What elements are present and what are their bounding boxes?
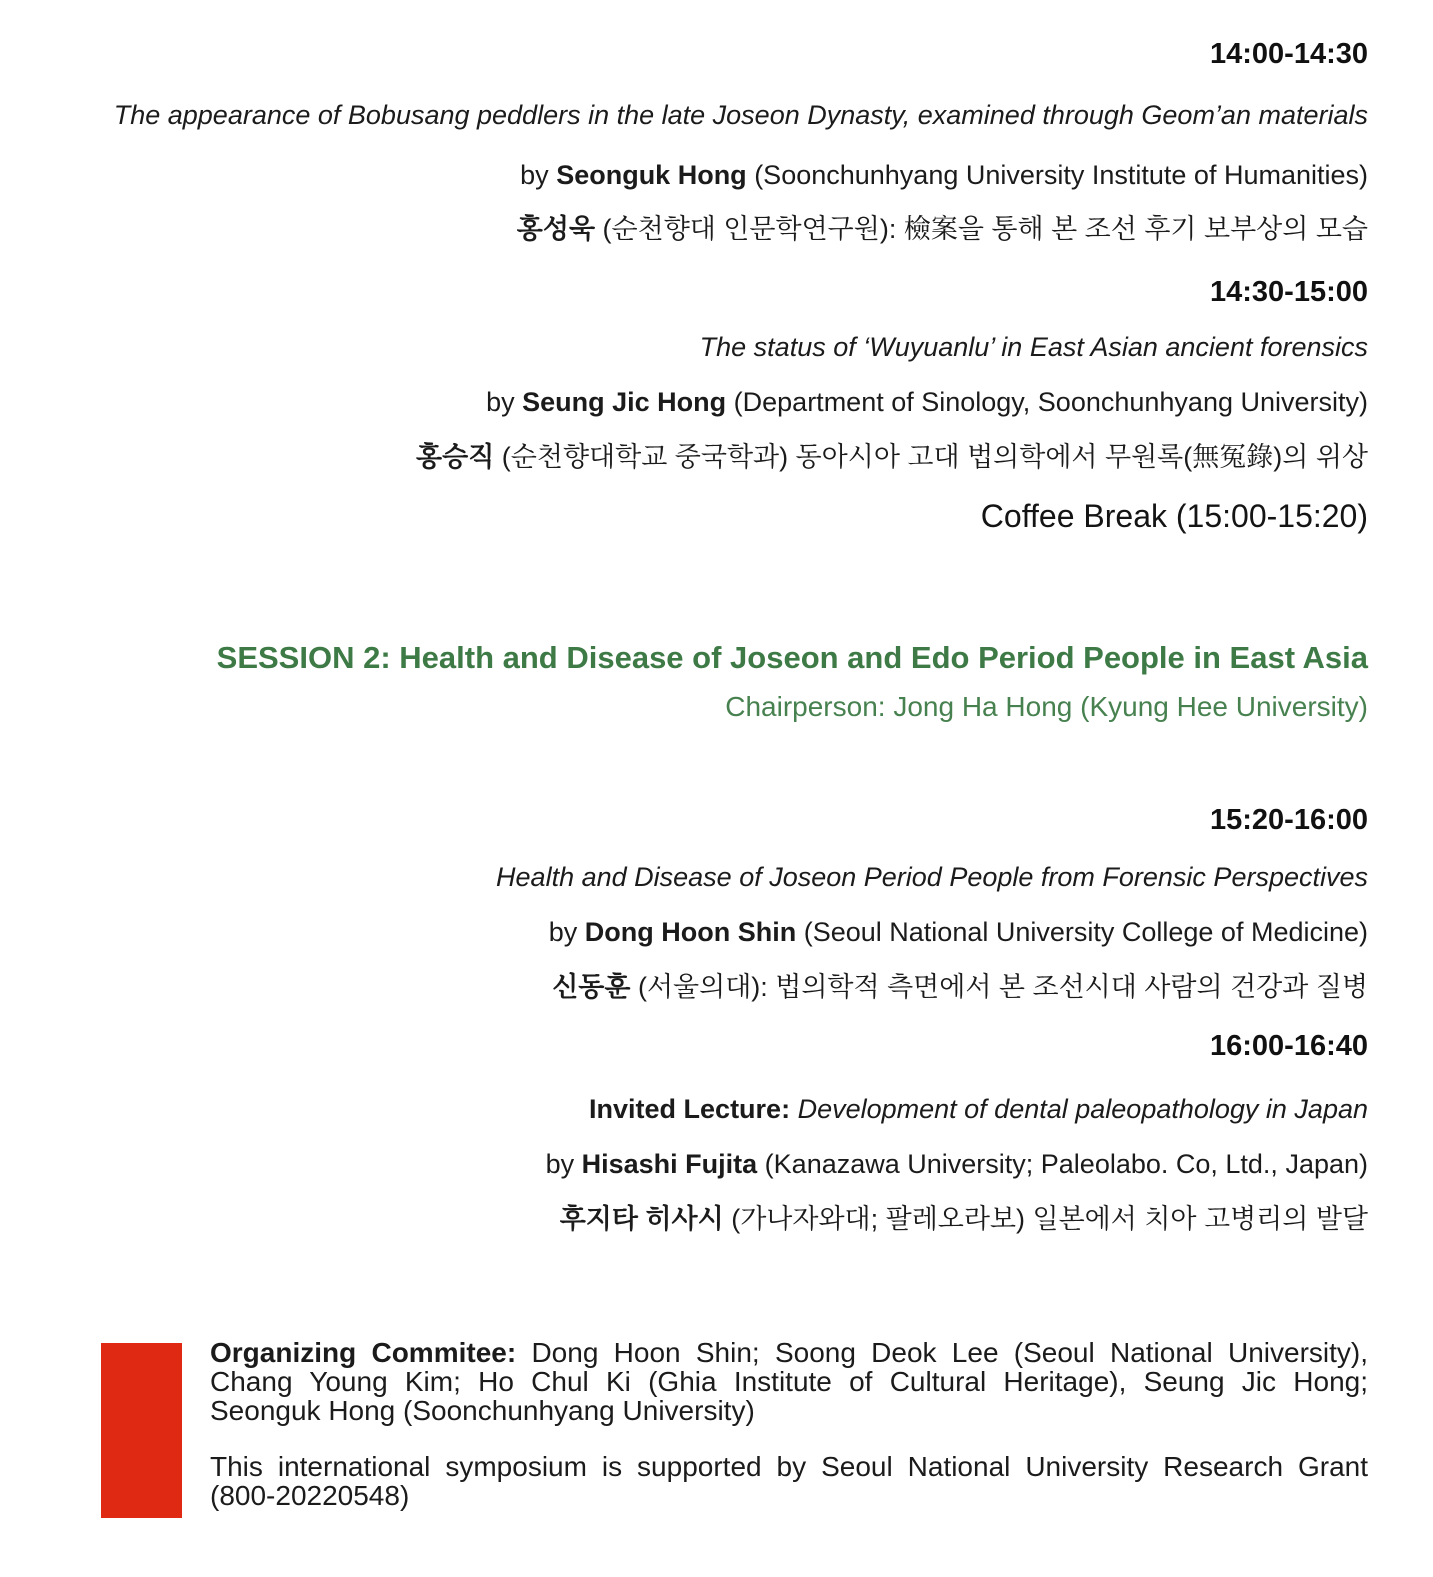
speaker-name: Seonguk Hong bbox=[556, 160, 747, 190]
committee-line: Seonguk Hong (Soonchunhyang University) bbox=[210, 1395, 755, 1426]
talk-time: 16:00-16:40 bbox=[1210, 1030, 1368, 1062]
talk-korean-line bbox=[517, 216, 1368, 243]
speaker-name: Dong Hoon Shin bbox=[584, 917, 797, 947]
by-label: by bbox=[486, 387, 523, 417]
korean-title: (순천향대학교 중국학과) 동아시아 고대 법의학에서 무원록(無冤錄)의 위상 bbox=[494, 442, 1368, 472]
talk-title: Health and Disease of Joseon Period People from Forensic Perspectives bbox=[496, 862, 1368, 892]
by-label: by bbox=[520, 160, 557, 190]
committee-members: Dong Hoon Shin; Soong Deok Lee (Seoul National University), bbox=[531, 1337, 1368, 1368]
grant-line: (800-20220548) bbox=[210, 1480, 410, 1511]
committee-label: Organizing Commitee: bbox=[210, 1337, 532, 1368]
by-label: by bbox=[548, 917, 585, 947]
committee-line bbox=[210, 1338, 1368, 1367]
korean-speaker-name: 신동훈 bbox=[552, 972, 631, 1002]
talk-time: 14:00-14:30 bbox=[1210, 38, 1368, 70]
talk-time: 15:20-16:00 bbox=[1210, 804, 1368, 836]
korean-speaker-name: 홍승직 bbox=[416, 442, 495, 472]
invited-lecture-label: Invited Lecture: bbox=[589, 1094, 798, 1124]
speaker-affiliation: (Department of Sinology, Soonchunhyang University) bbox=[726, 387, 1368, 417]
korean-title: (서울의대): 법의학적 측면에서 본 조선시대 사람의 건강과 질병 bbox=[630, 972, 1368, 1002]
speaker-affiliation: (Kanazawa University; Paleolabo. Co, Ltd., Japan) bbox=[757, 1149, 1368, 1179]
by-label: by bbox=[545, 1149, 582, 1179]
speaker-name: Seung Jic Hong bbox=[522, 387, 727, 417]
talk-title bbox=[589, 1096, 1368, 1123]
talk-speaker-line bbox=[520, 162, 1368, 189]
speaker-affiliation: (Soonchunhyang University Institute of Humanities) bbox=[746, 160, 1368, 190]
talk-korean-line bbox=[416, 444, 1368, 471]
korean-speaker-name: 후지타 히사시 bbox=[559, 1204, 724, 1234]
korean-speaker-name: 홍성욱 bbox=[516, 214, 596, 244]
talk-title: The appearance of Bobusang peddlers in the late Joseon Dynasty, examined through Geom’an materials bbox=[113, 100, 1368, 130]
chairperson-line: Chairperson: Jong Ha Hong (Kyung Hee University) bbox=[725, 691, 1368, 722]
grant-line: This international symposium is supported by Seoul National University Research Grant bbox=[210, 1451, 1368, 1482]
coffee-break-label: Coffee Break (15:00-15:20) bbox=[980, 498, 1368, 534]
talk-speaker-line bbox=[549, 919, 1368, 946]
talk-time: 14:30-15:00 bbox=[1210, 276, 1368, 308]
korean-title: (가나자와대; 팔레오라보) 일본에서 치아 고병리의 발달 bbox=[723, 1204, 1368, 1234]
session-header: SESSION 2: Health and Disease of Joseon and Edo Period People in East Asia bbox=[216, 640, 1368, 675]
speaker-name: Hisashi Fujita bbox=[581, 1149, 758, 1179]
talk-korean-line bbox=[560, 1206, 1368, 1233]
speaker-affiliation: (Seoul National University College of Medicine) bbox=[796, 917, 1368, 947]
talk-speaker-line bbox=[486, 389, 1368, 416]
talk-title: The status of ‘Wuyuanlu’ in East Asian ancient forensics bbox=[699, 332, 1368, 362]
committee-line: Chang Young Kim; Ho Chul Ki (Ghia Institute of Cultural Heritage), Seung Jic Hong; bbox=[210, 1366, 1368, 1397]
korean-title: (순천향대 인문학연구원): 檢案을 통해 본 조선 후기 보부상의 모습 bbox=[595, 214, 1368, 244]
red-accent-bar bbox=[101, 1343, 182, 1518]
grant-paragraph bbox=[210, 1452, 1368, 1510]
talk-korean-line bbox=[552, 974, 1368, 1001]
talk-speaker-line bbox=[546, 1151, 1368, 1178]
invited-lecture-title: Development of dental paleopathology in Japan bbox=[797, 1094, 1368, 1124]
committee-paragraph bbox=[210, 1338, 1368, 1425]
